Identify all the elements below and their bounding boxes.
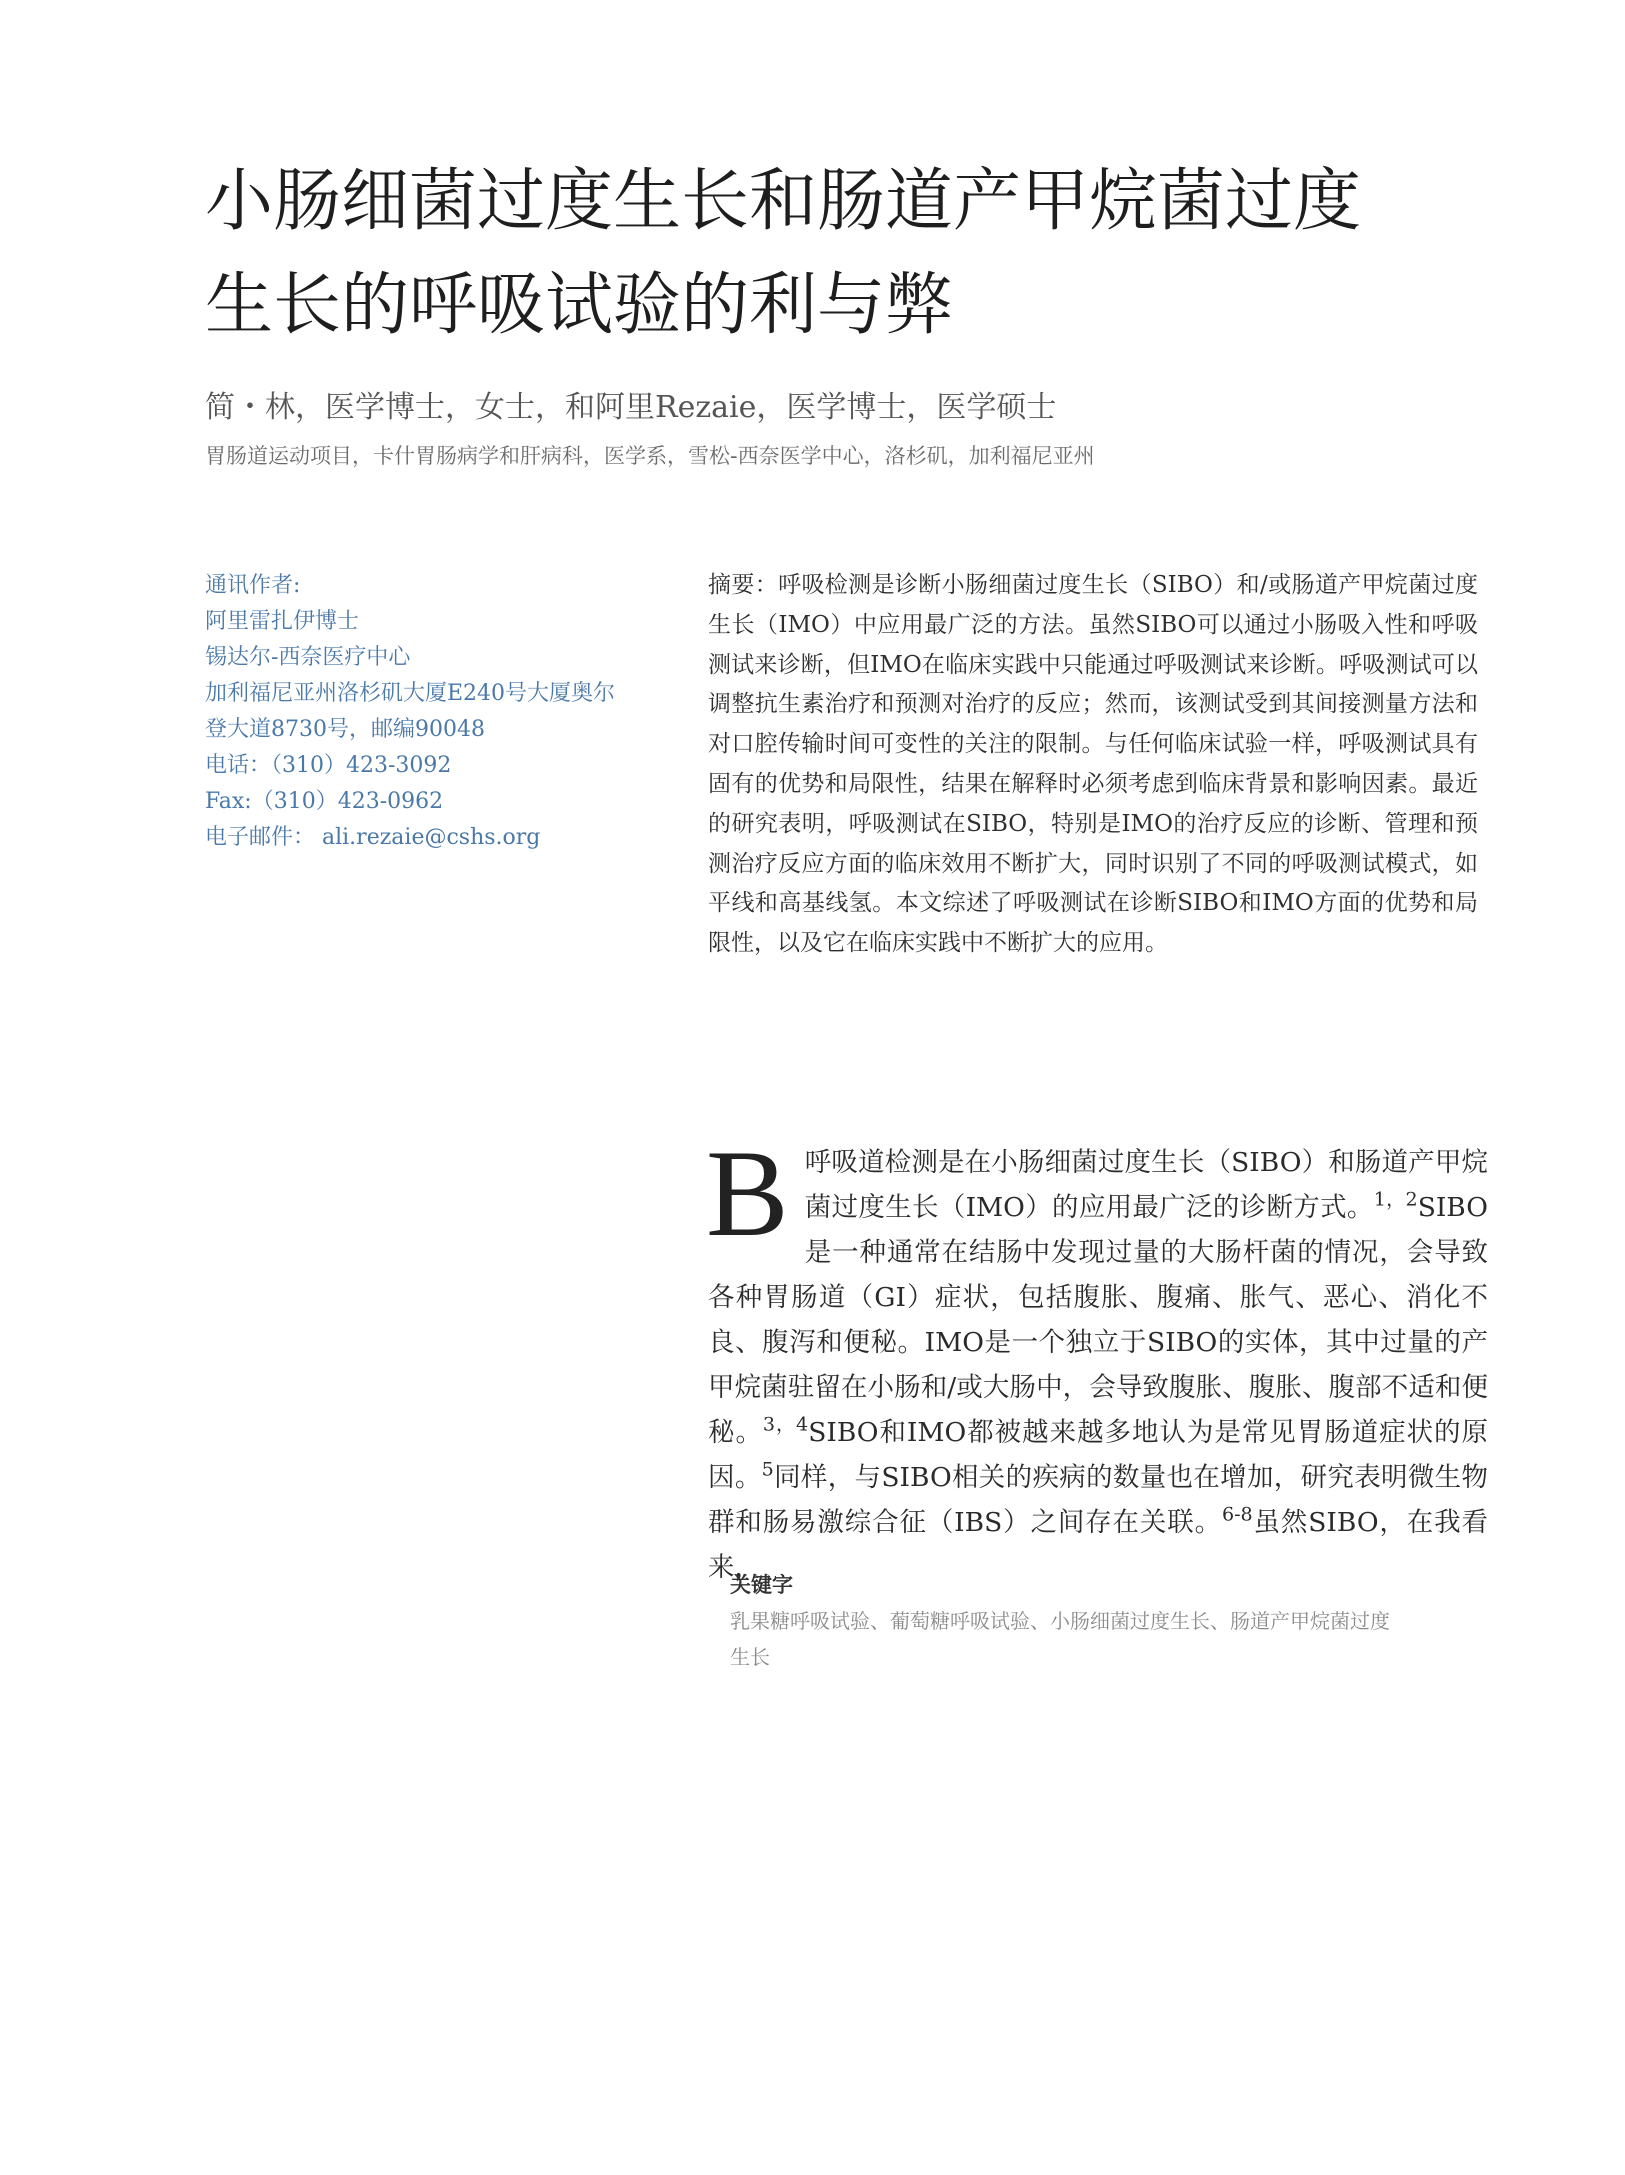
author-list: 简・林，医学博士，女士，和阿里Rezaie，医学博士，医学硕士 <box>205 390 1057 425</box>
citation-ref[interactable]: 1，2 <box>1373 1188 1418 1211</box>
correspondence-institution: 锡达尔-西奈医疗中心 <box>205 645 411 670</box>
body-segment: SIBO和IMO都被越来越多地认为是常见胃肠道症状的原因。 <box>708 1417 1489 1493</box>
keywords-heading: 关键字 <box>730 1573 793 1597</box>
body-text <box>706 1125 1489 1590</box>
correspondence-phone: 电话：（310）423-3092 <box>205 753 452 778</box>
correspondence-address-line-2: 登大道8730号，邮编90048 <box>205 717 485 742</box>
article-title <box>205 150 1385 358</box>
citation-ref[interactable]: 6-8 <box>1221 1503 1253 1526</box>
body-segment: 虽然SIBO，在我看来， <box>708 1507 1488 1583</box>
title-line-2: 生长的呼吸试验的利与弊 <box>205 266 954 345</box>
keywords-list: 乳果糖呼吸试验、葡萄糖呼吸试验、小肠细菌过度生长、肠道产甲烷菌过度生长 <box>730 1609 1390 1669</box>
correspondence-email[interactable]: 电子邮件： ali.rezaie@cshs.org <box>205 825 541 850</box>
correspondence-name: 阿里雷扎伊博士 <box>205 609 360 634</box>
body-segment: 同样，与SIBO相关的疾病的数量也在增加，研究表明微生物群和肠易激综合征（IBS）之间存在关联。 <box>708 1462 1488 1538</box>
correspondence-block <box>205 568 675 856</box>
correspondence-fax: Fax:（310）423-0962 <box>205 789 444 814</box>
body-segment: SIBO是一种通常在结肠中发现过量的大肠杆菌的情况，会导致各种胃肠道（GI）症状，包括腹胀、腹痛、胀气、恶心、消化不良、腹泻和便秘。IMO是一个独立于SIBO的实体，其中过量的产甲烷菌驻留在小肠和/或大肠中，会导致腹胀、腹胀、腹部不适和便秘。 <box>708 1192 1489 1448</box>
citation-ref[interactable]: 3，4 <box>762 1413 809 1436</box>
citation-ref[interactable]: 5 <box>761 1458 774 1481</box>
abstract: 摘要：呼吸检测是诊断小肠细菌过度生长（SIBO）和/或肠道产甲烷菌过度生长（IMO）中应用最广泛的方法。虽然SIBO可以通过小肠吸入性和呼吸测试来诊断，但IMO在临床实践中只能通过呼吸测试来诊断。呼吸测试可以调整抗生素治疗和预测对治疗的反应；然而，该测试受到其间接测量方法和对口腔传输时间可变性的关注的限制。与任何临床试验一样，呼吸测试具有固有的优势和局限性，结果在解释时必须考虑到临床背景和影响因素。最近的研究表明，呼吸测试在SIBO，特别是IMO的治疗反应的诊断、管理和预测治疗反应方面的临床效用不断扩大，同时识别了不同的呼吸测试模式，如平线和高基线氢。本文综述了呼吸测试在诊断SIBO和IMO方面的优势和局限性，以及它在临床实践中不断扩大的应用。 <box>708 572 1478 957</box>
correspondence-heading: 通讯作者: <box>205 573 301 598</box>
correspondence-address-line-1: 加利福尼亚州洛杉矶大厦E240号大厦奥尔 <box>205 681 616 706</box>
author-affiliation: 胃肠道运动项目，卡什胃肠病学和肝病科，医学系，雪松-西奈医学中心，洛杉矶，加利福尼亚州 <box>205 444 1095 468</box>
title-line-1: 小肠细菌过度生长和肠道产甲烷菌过度 <box>205 162 1362 241</box>
drop-cap: B <box>706 1125 789 1262</box>
body-segment: 呼吸道检测是在小肠细菌过度生长（SIBO）和肠道产甲烷菌过度生长（IMO）的应用最广泛的诊断方式。 <box>804 1147 1488 1223</box>
